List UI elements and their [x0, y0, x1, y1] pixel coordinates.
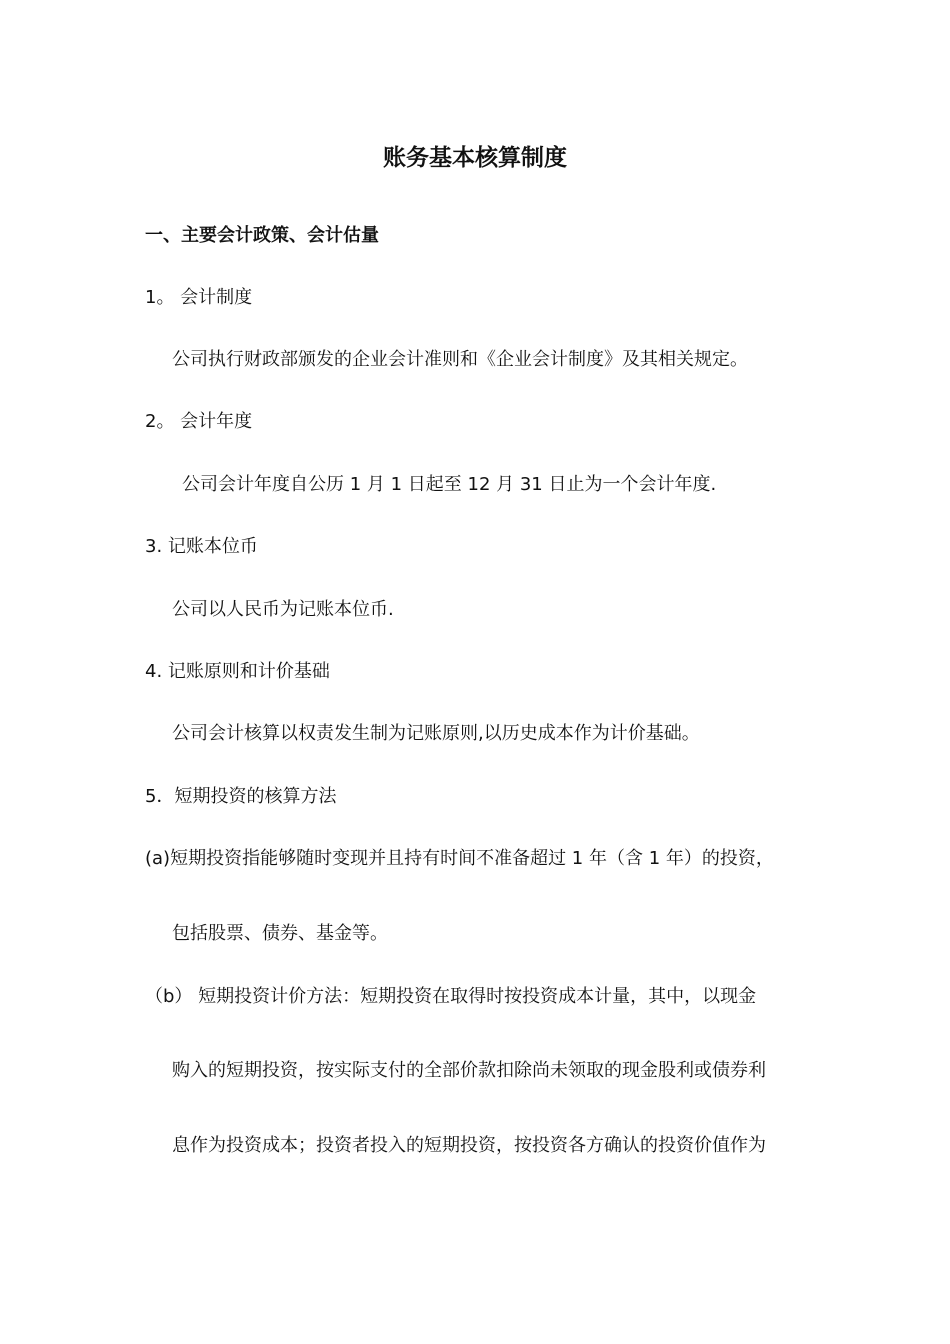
- item-5-para-a-line-1: (a)短期投资指能够随时变现并且持有时间不准备超过 1 年（含 1 年）的投资，: [145, 848, 774, 869]
- item-3-body: 公司以人民币为记账本位币.: [172, 599, 394, 620]
- item-5-heading: 5．短期投资的核算方法: [145, 786, 337, 807]
- item-4-heading: 4. 记账原则和计价基础: [145, 661, 330, 682]
- item-4-body: 公司会计核算以权责发生制为记账原则,以历史成本作为计价基础。: [172, 723, 700, 744]
- item-2-body: 公司会计年度自公历 1 月 1 日起至 12 月 31 日止为一个会计年度.: [182, 474, 717, 495]
- item-5-para-b-line-3: 息作为投资成本；投资者投入的短期投资，按投资各方确认的投资价值作为: [172, 1135, 766, 1156]
- section-heading: 一、主要会计政策、会计估量: [145, 225, 379, 246]
- item-1-body: 公司执行财政部颁发的企业会计准则和《企业会计制度》及其相关规定。: [172, 349, 748, 370]
- document-title: 账务基本核算制度: [383, 145, 567, 171]
- item-1-heading: 1。 会计制度: [145, 287, 253, 308]
- item-2-heading: 2。 会计年度: [145, 411, 253, 432]
- item-3-heading: 3. 记账本位币: [145, 536, 258, 557]
- item-5-para-b-line-1: （b） 短期投资计价方法：短期投资在取得时按投资成本计量，其中，以现金: [145, 986, 757, 1007]
- item-5-para-b-line-2: 购入的短期投资，按实际支付的全部价款扣除尚未领取的现金股利或债券利: [172, 1060, 766, 1081]
- item-5-para-a-line-2: 包括股票、债券、基金等。: [172, 923, 388, 944]
